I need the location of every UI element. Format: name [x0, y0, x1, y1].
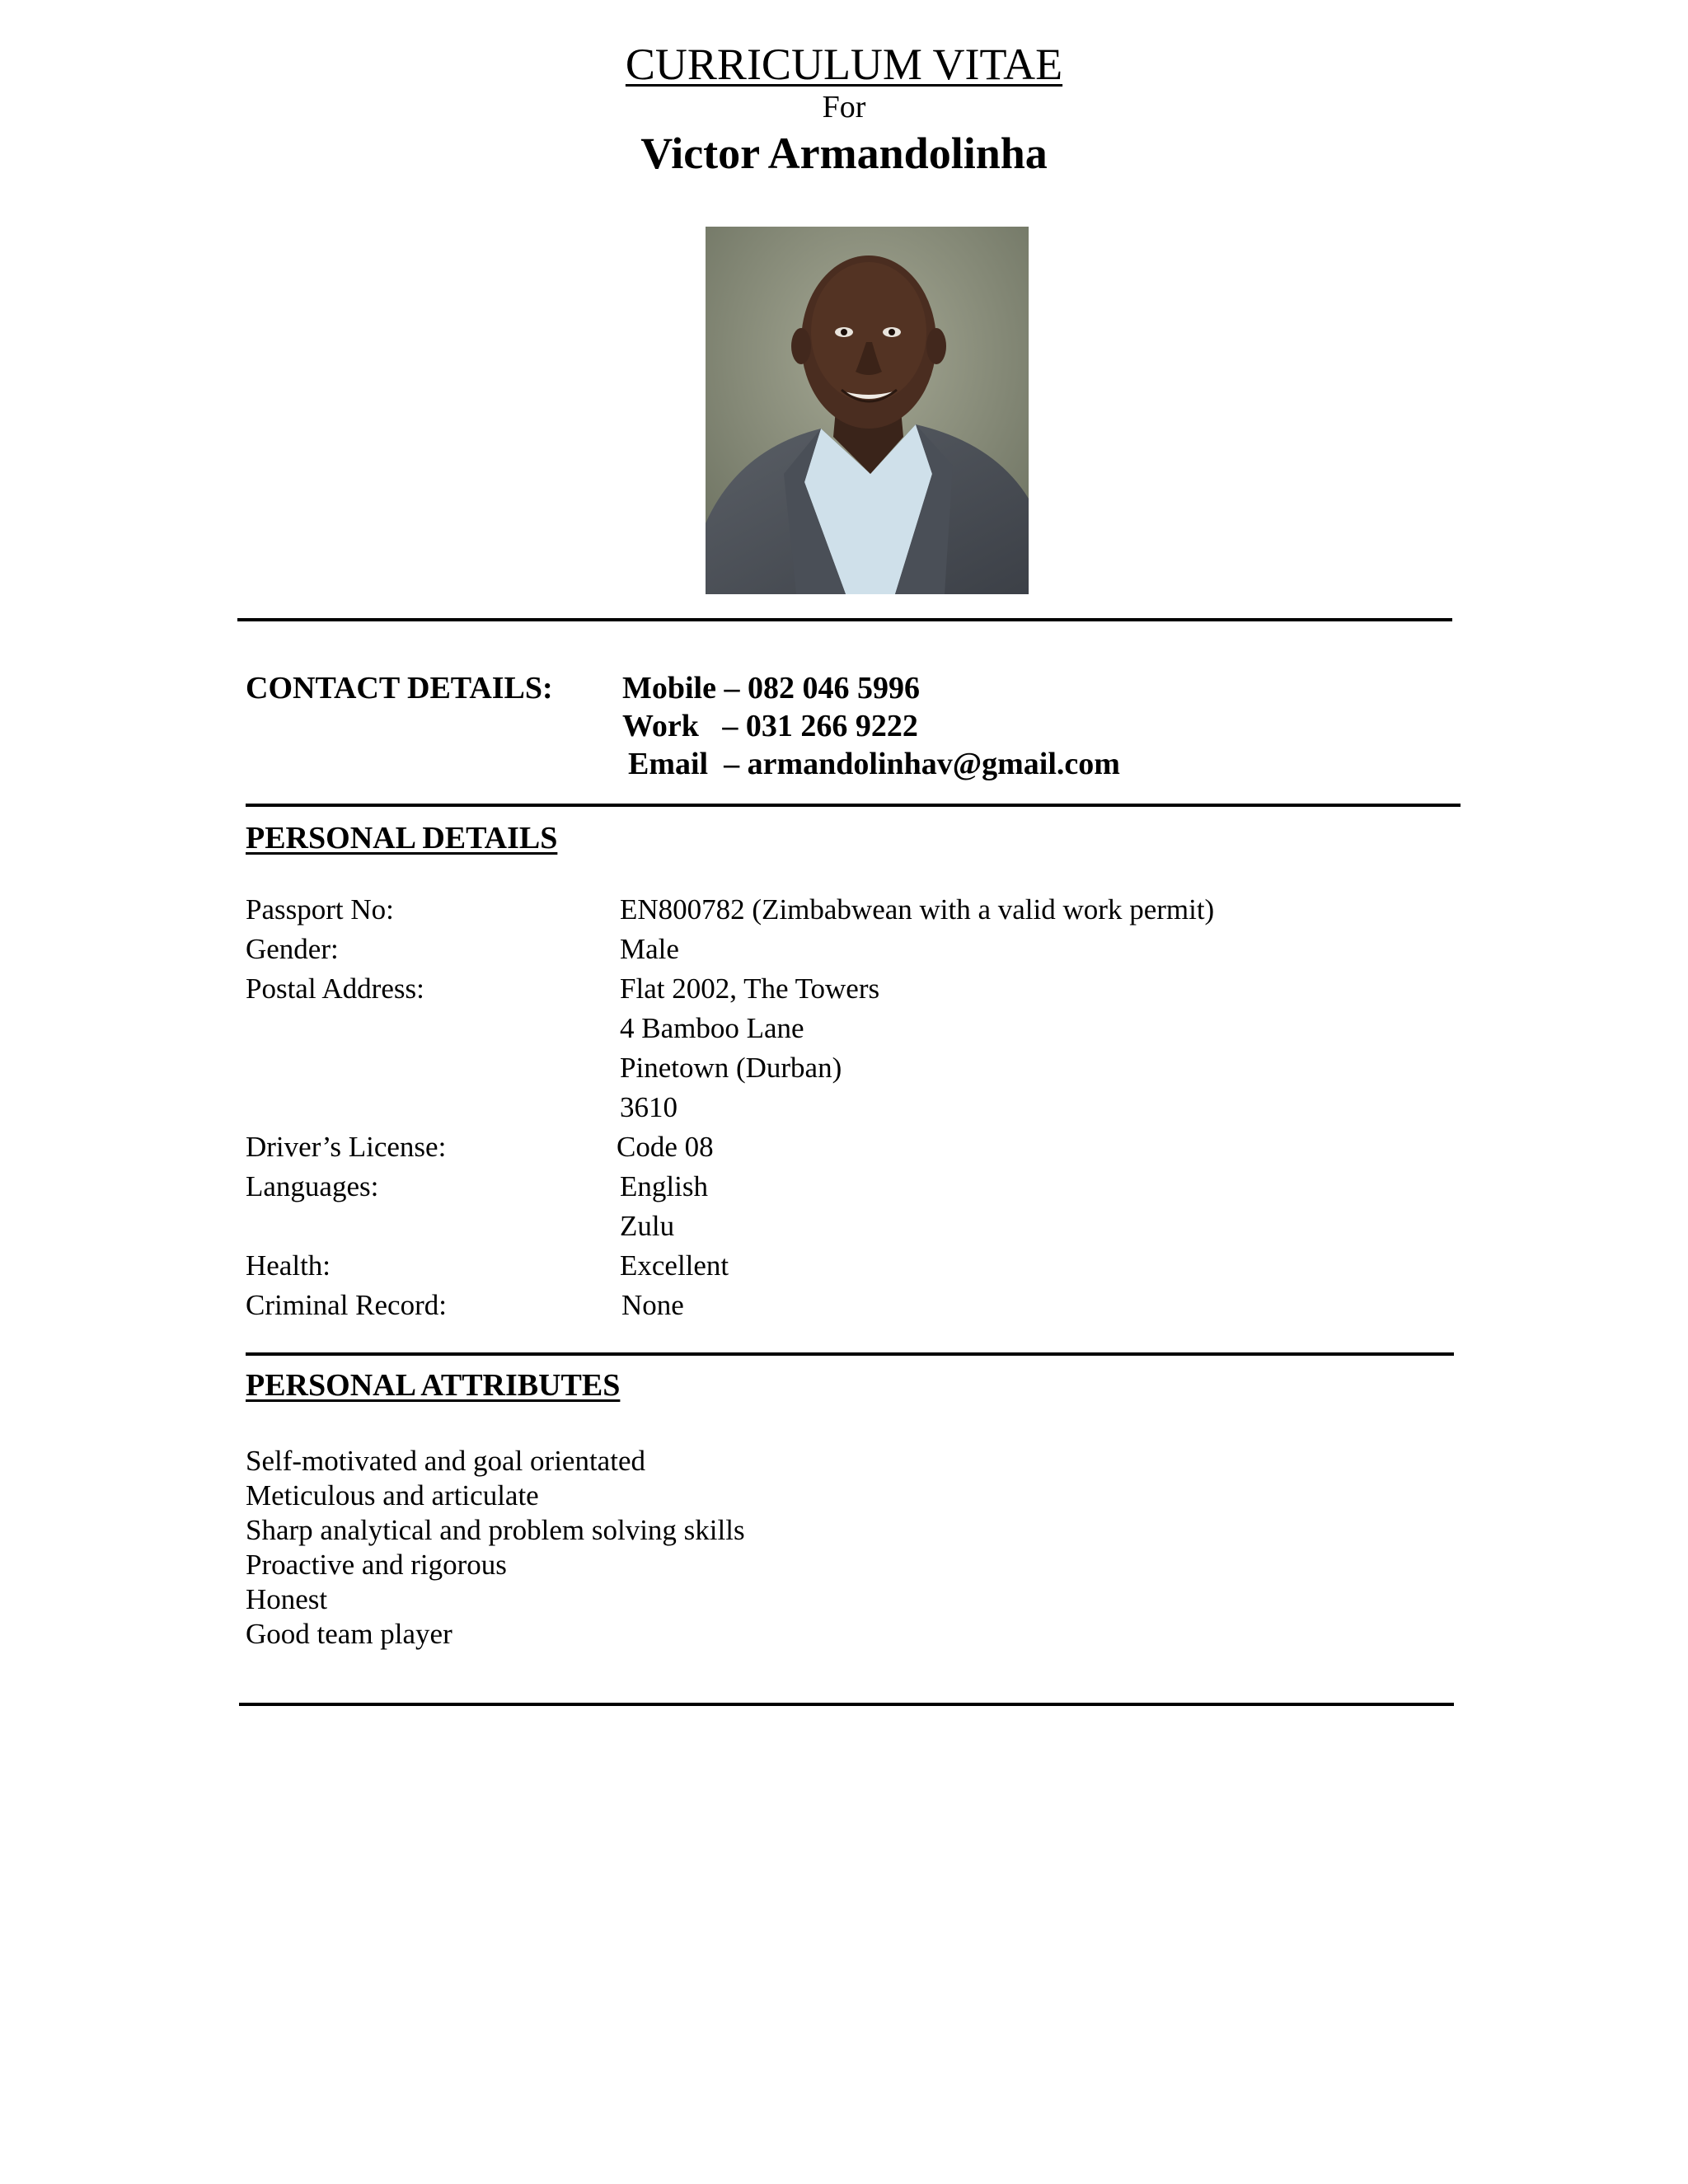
languages-label: Languages: [246, 1170, 379, 1202]
health-label: Health: [246, 1249, 331, 1282]
divider-bottom [239, 1703, 1454, 1706]
list-item: Proactive and rigorous [246, 1549, 507, 1581]
contact-mobile: Mobile – 082 046 5996 [622, 671, 920, 705]
postal-address-line: Pinetown (Durban) [620, 1052, 842, 1084]
gender-value: Male [620, 933, 679, 965]
postal-address-line: 4 Bamboo Lane [620, 1012, 804, 1044]
list-item: Honest [246, 1583, 328, 1615]
drivers-license-label: Driver’s License: [246, 1131, 447, 1163]
list-item: Sharp analytical and problem solving skills [246, 1514, 745, 1546]
profile-photo [706, 227, 1029, 594]
gender-label: Gender: [246, 933, 339, 965]
criminal-record-value: None [621, 1289, 684, 1321]
criminal-record-label: Criminal Record: [246, 1289, 447, 1321]
candidate-name: Victor Armandolinha [640, 129, 1048, 178]
personal-details-heading: PERSONAL DETAILS [246, 821, 558, 855]
personal-attributes-heading: PERSONAL ATTRIBUTES [246, 1368, 621, 1403]
attributes-list [246, 1444, 745, 1652]
postal-address-line: 3610 [620, 1091, 678, 1123]
postal-address-label: Postal Address: [246, 972, 424, 1005]
list-item: Self-motivated and goal orientated [246, 1445, 645, 1477]
document-for-label: For [822, 90, 866, 124]
list-item: Good team player [246, 1618, 452, 1650]
postal-address-line: Flat 2002, The Towers [620, 972, 880, 1005]
divider-top [237, 618, 1452, 621]
divider-personal [246, 1352, 1454, 1356]
passport-value: EN800782 (Zimbabwean with a valid work permit) [620, 893, 1215, 926]
passport-label: Passport No: [246, 893, 394, 926]
language-item: English [620, 1170, 708, 1202]
contact-email: Email – armandolinhav@gmail.com [628, 747, 1120, 781]
health-value: Excellent [620, 1249, 729, 1282]
language-item: Zulu [620, 1210, 675, 1242]
drivers-license-value: Code 08 [617, 1131, 714, 1163]
divider-contact [246, 804, 1461, 807]
document-title: CURRICULUM VITAE [625, 40, 1063, 89]
contact-work: Work – 031 266 9222 [622, 709, 918, 743]
list-item: Meticulous and articulate [246, 1479, 539, 1511]
contact-details-label: CONTACT DETAILS: [246, 671, 553, 705]
